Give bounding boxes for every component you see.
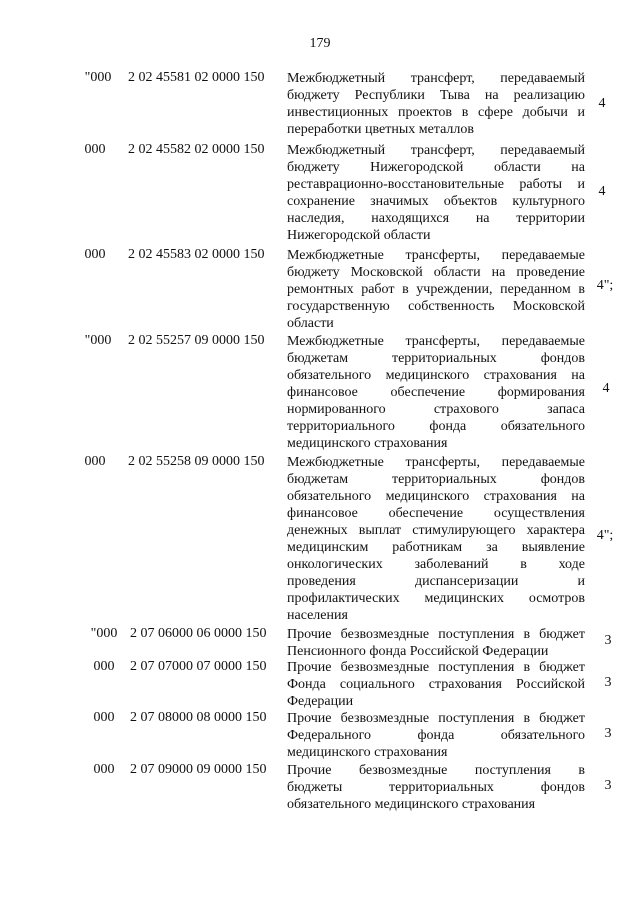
norm-value: 3 — [604, 778, 612, 793]
description-line: Межбюджетные трансферты, передаваемые — [287, 455, 585, 470]
description-line: бюджету Республики Тыва на реализацию — [287, 88, 585, 103]
description-line: обязательного медицинского страхования на — [287, 368, 585, 383]
norm-value: 3 — [604, 633, 612, 648]
description-line: проведения диспансеризации и — [287, 574, 585, 589]
budget-classification-code: 2 07 08000 08 0000 150 — [130, 710, 267, 725]
admin-code: "000 — [84, 333, 112, 348]
description-line: бюджетам территориальных фондов — [287, 472, 585, 487]
description-line: Межбюджетный трансферт, передаваемый — [287, 143, 585, 158]
description-line: государственную собственность Московской — [287, 299, 585, 314]
description-line: финансовое обеспечение осуществления — [287, 506, 585, 521]
description-line: Нижегородской области — [287, 228, 431, 243]
description-line: инвестиционных проектов в сфере добычи и — [287, 105, 585, 120]
revenue-description — [287, 247, 585, 332]
budget-classification-code: 2 02 45583 02 0000 150 — [128, 247, 265, 262]
description-line: Федерации — [287, 694, 354, 709]
description-line: Фонда социального страхования Российской — [287, 677, 585, 692]
admin-code: 000 — [93, 659, 115, 674]
description-line: обязательного медицинского страхования на — [287, 489, 585, 504]
description-line: обязательного медицинского страхования — [287, 797, 536, 812]
admin-code: "000 — [90, 626, 118, 641]
admin-code: 000 — [84, 247, 106, 262]
description-line: Прочие безвозмездные поступления в — [287, 763, 585, 778]
admin-code: 000 — [93, 710, 115, 725]
description-line: области — [287, 316, 334, 331]
description-line: Пенсионного фонда Российской Федерации — [287, 644, 549, 659]
norm-value: 4"; — [596, 528, 614, 543]
description-line: территориального фонда обязательного — [287, 419, 585, 434]
description-line: финансовое обеспечение формирования — [287, 385, 585, 400]
norm-value: 3 — [604, 675, 612, 690]
page-number: 179 — [309, 36, 331, 51]
revenue-description — [287, 762, 585, 813]
description-line: медицинским работникам за выявление — [287, 540, 585, 555]
budget-classification-code: 2 02 45581 02 0000 150 — [128, 70, 265, 85]
admin-code: "000 — [84, 70, 112, 85]
budget-classification-code: 2 02 45582 02 0000 150 — [128, 142, 265, 157]
description-line: онкологических заболеваний в ходе — [287, 557, 585, 572]
description-line: Федерального фонда обязательного — [287, 728, 585, 743]
description-line: медицинского страхования — [287, 745, 448, 760]
description-line: Межбюджетные трансферты, передаваемые — [287, 334, 585, 349]
description-line: Межбюджетный трансферт, передаваемый — [287, 71, 585, 86]
description-line: сохранение значимых объектов культурного — [287, 194, 585, 209]
description-line: Прочие безвозмездные поступления в бюджет — [287, 711, 585, 726]
description-line: Межбюджетные трансферты, передаваемые — [287, 248, 585, 263]
revenue-description — [287, 142, 585, 244]
budget-classification-code: 2 02 55258 09 0000 150 — [128, 454, 265, 469]
description-line: Прочие безвозмездные поступления в бюджет — [287, 627, 585, 642]
norm-value: 4 — [602, 381, 610, 396]
norm-value: 4 — [598, 96, 606, 111]
description-line: нормированного страхового запаса — [287, 402, 585, 417]
budget-classification-code: 2 02 55257 09 0000 150 — [128, 333, 265, 348]
description-line: наследия, находящихся на территории — [287, 211, 585, 226]
revenue-description — [287, 70, 585, 138]
description-line: профилактических медицинских осмотров — [287, 591, 585, 606]
admin-code: 000 — [84, 142, 106, 157]
norm-value: 4"; — [596, 278, 614, 293]
budget-classification-code: 2 07 06000 06 0000 150 — [130, 626, 267, 641]
description-line: бюджету Нижегородской области на — [287, 160, 585, 175]
description-line: переработки цветных металлов — [287, 122, 475, 137]
description-line: бюджету Московской области на проведение — [287, 265, 585, 280]
admin-code: 000 — [84, 454, 106, 469]
revenue-description — [287, 333, 585, 452]
description-line: денежных выплат стимулирующего характера — [287, 523, 585, 538]
norm-value: 3 — [604, 726, 612, 741]
revenue-description — [287, 710, 585, 761]
revenue-description — [287, 659, 585, 710]
description-line: бюджетам территориальных фондов — [287, 351, 585, 366]
admin-code: 000 — [93, 762, 115, 777]
description-line: бюджеты территориальных фондов — [287, 780, 585, 795]
revenue-description — [287, 626, 585, 660]
budget-classification-code: 2 07 09000 09 0000 150 — [130, 762, 267, 777]
description-line: реставрационно-восстановительные работы и — [287, 177, 585, 192]
description-line: медицинского страхования — [287, 436, 448, 451]
description-line: ремонтных работ в учреждении, переданном в — [287, 282, 585, 297]
description-line: Прочие безвозмездные поступления в бюджет — [287, 660, 585, 675]
budget-classification-code: 2 07 07000 07 0000 150 — [130, 659, 267, 674]
revenue-description — [287, 454, 585, 624]
description-line: населения — [287, 608, 348, 623]
norm-value: 4 — [598, 184, 606, 199]
